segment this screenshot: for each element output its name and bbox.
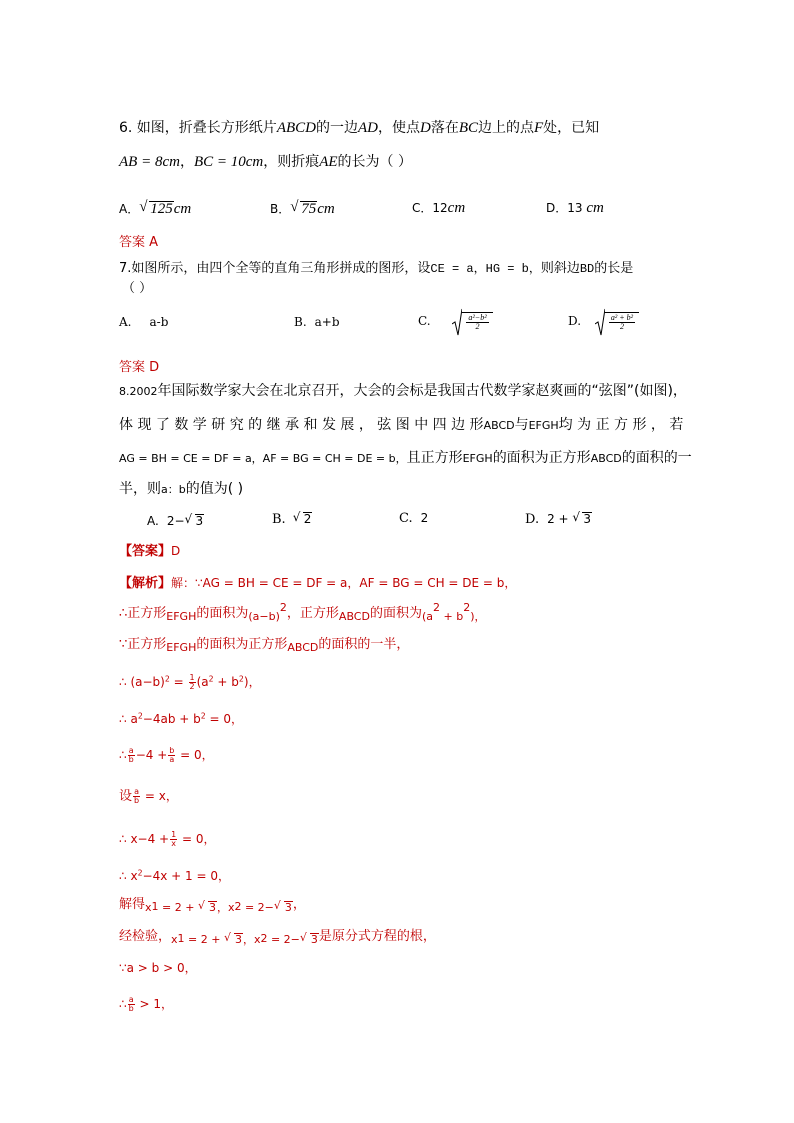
solution-math: ∴ a xyxy=(119,712,138,726)
denominator: b xyxy=(128,755,134,764)
solution-text: 是原分式方程的根， xyxy=(318,929,436,944)
radicand: 3 xyxy=(234,933,242,946)
fraction-b-over-a xyxy=(168,747,175,764)
exponent: 2 xyxy=(433,600,441,614)
q8-year: 2002 xyxy=(129,385,158,398)
exponent: 2 xyxy=(137,711,143,721)
option-value: a+b xyxy=(314,315,340,329)
q6-ab-eq: AB = 8cm xyxy=(119,154,180,170)
option-label: C. xyxy=(418,313,431,328)
solution-math: ∴ (a−b) xyxy=(119,675,165,689)
q8-efgh: EFGH xyxy=(462,452,493,465)
solution-line10 xyxy=(119,898,306,913)
numerator: 1 xyxy=(189,673,195,682)
option-label: A. xyxy=(119,315,132,329)
solution-math: ，x xyxy=(216,901,235,914)
q7-bd: BD xyxy=(579,262,595,276)
q8-efgh: EFGH xyxy=(528,419,559,432)
solution-text: 解得 xyxy=(119,897,146,912)
q8-text: 且正方形 xyxy=(406,450,463,466)
option-label: B. xyxy=(272,512,286,527)
unit: cm xyxy=(317,201,335,217)
denominator: a xyxy=(169,755,175,764)
exponent: 2 xyxy=(238,674,244,684)
solution-math: = 2 + xyxy=(158,901,198,914)
solution-text: 经检验， xyxy=(119,929,172,944)
q6-text: 边上的点 xyxy=(478,120,534,136)
option-value: 2 + xyxy=(547,512,573,526)
solution-math: −4x + 1 = 0， xyxy=(142,869,230,883)
q7-text: 则斜边 xyxy=(540,261,580,276)
radical-sign-icon xyxy=(595,308,605,336)
q7-text: 7.如图所示，由四个全等的直角三角形拼成的图形，设 xyxy=(119,261,431,276)
option-label: A． xyxy=(119,202,140,216)
solution-math: −4 + xyxy=(135,748,168,762)
radical-sign-icon xyxy=(452,308,462,336)
numerator: 1 xyxy=(171,830,177,839)
numerator: a² + b² xyxy=(610,313,634,322)
solution-line13 xyxy=(119,996,173,1013)
numerator: a xyxy=(128,746,134,755)
unit: cm xyxy=(447,200,466,216)
numerator: a xyxy=(128,995,134,1004)
q8-text: 年国际数学家大会在北京召开，大会的会标是我国古代数学家赵爽画的“弦图”(如图)， xyxy=(157,383,687,399)
q8-line4 xyxy=(119,482,243,496)
q6-text: 的一边 xyxy=(315,120,358,136)
solution-text: 设 xyxy=(119,789,133,804)
unit: cm xyxy=(586,200,604,216)
solution-text: ∵正方形 xyxy=(119,637,167,652)
solution-math: ∴ xyxy=(119,748,127,762)
exponent: 2 xyxy=(164,674,170,684)
solution-math: > 1， xyxy=(135,997,174,1011)
solution-math: + b xyxy=(440,610,464,623)
denominator: x xyxy=(171,839,177,848)
solution-math: ∴ x xyxy=(119,869,138,883)
denominator: 2 xyxy=(475,322,480,332)
denominator: 2 xyxy=(189,682,195,691)
exponent: 2 xyxy=(463,600,471,614)
q6-text: ，使点 xyxy=(377,120,420,136)
q8-text: 的面积为正方形 xyxy=(492,450,591,466)
solution-math: ，x xyxy=(242,933,261,946)
solution-math: = 0， xyxy=(176,748,214,762)
q8-option-b xyxy=(272,512,312,526)
q7-line1 xyxy=(119,262,633,275)
q8-abcd: ABCD xyxy=(483,419,515,432)
denominator: b xyxy=(134,796,140,805)
q8-abcd: ABCD xyxy=(590,452,622,465)
q8-ratio: a：b xyxy=(161,483,186,496)
solution-line1 xyxy=(119,577,516,590)
q6-bc-eq: BC = 10cm xyxy=(193,154,264,170)
numerator: b xyxy=(169,746,175,755)
solution-math: −4ab + b xyxy=(142,712,201,726)
option-label: D．13 xyxy=(546,201,587,215)
exponent: 2 xyxy=(137,868,143,878)
subscript: 1 xyxy=(151,900,159,914)
analysis-tag: 【解析】 xyxy=(119,576,172,591)
q8-number: 8. xyxy=(119,385,130,398)
radicand: 75 xyxy=(301,201,317,217)
q6-text: 落在 xyxy=(430,120,459,136)
solution-math: (a xyxy=(421,610,434,623)
fraction-half xyxy=(189,674,196,691)
solution-text: ， xyxy=(292,897,306,912)
q6-line2 xyxy=(119,155,412,170)
q6-ae: AE xyxy=(319,154,338,170)
option-value: 2 xyxy=(420,511,429,525)
q8-text: 的值为( ) xyxy=(185,481,244,497)
solution-line7 xyxy=(119,788,178,805)
solution-math: ∴ xyxy=(119,997,127,1011)
q8-text: 均 为 正 方 形 ， 若 xyxy=(558,417,684,433)
solution-math: = 2 + xyxy=(184,933,224,946)
exponent: 2 xyxy=(208,674,214,684)
subscript: 2 xyxy=(234,900,242,914)
radicand: 125 xyxy=(150,201,173,217)
q7-answer: 答案 D xyxy=(119,360,160,375)
radicand: 3 xyxy=(208,901,216,914)
q6-option-a xyxy=(119,201,191,217)
q6-abcd: ABCD xyxy=(276,120,316,136)
q8-option-d xyxy=(525,512,592,526)
subscript: 1 xyxy=(177,932,185,946)
sqrt-fraction xyxy=(452,310,492,332)
solution-math: (a−b) xyxy=(248,610,280,623)
q8-text: 体 现 了 数 学 研 究 的 继 承 和 发 展 ， 弦 图 中 四 边 形 xyxy=(119,417,484,433)
q6-text: 6. 如图，折叠长方形纸片 xyxy=(119,120,277,136)
q6-option-d xyxy=(546,201,604,216)
q8-line2 xyxy=(119,418,683,432)
q7-ce: CE = a，HG = b， xyxy=(430,262,541,276)
solution-text: 的面积为 xyxy=(196,606,249,621)
option-label: D. xyxy=(568,313,582,328)
q6-text: ，则折痕 xyxy=(263,154,320,170)
solution-math: x xyxy=(145,901,152,914)
option-value: a-b xyxy=(149,315,169,329)
exponent: 2 xyxy=(200,711,206,721)
answer-value: D xyxy=(171,544,181,558)
numerator: a xyxy=(134,787,139,796)
q6-line1 xyxy=(119,121,599,136)
option-label: D. xyxy=(525,512,540,527)
option-value: 2− xyxy=(166,514,185,528)
solution-math: = 0， xyxy=(178,832,216,846)
q7-option-d xyxy=(568,310,639,332)
answer-tag: 【答案】 xyxy=(119,544,172,559)
solution-math: = 0， xyxy=(205,712,244,726)
solution-math: = x， xyxy=(141,789,178,803)
numerator: a²−b² xyxy=(468,313,487,322)
solution-line11 xyxy=(119,930,436,945)
option-label: A. xyxy=(147,514,159,528)
unit: cm xyxy=(173,201,192,217)
solution-text: 的面积为正方形 xyxy=(196,637,288,652)
q6-text: 的长为（ ） xyxy=(337,154,412,170)
q7-paren: （ ） xyxy=(122,281,153,296)
solution-text: 的面积的一半， xyxy=(318,637,410,652)
q6-d: D xyxy=(419,120,431,136)
solution-math: + b xyxy=(213,675,239,689)
solution-math: (a xyxy=(196,675,209,689)
solution-math: = xyxy=(169,675,188,689)
subscript: 2 xyxy=(260,932,268,946)
radicand: 2 xyxy=(303,512,312,526)
q8-line3 xyxy=(119,451,692,465)
q7-option-c xyxy=(418,310,493,332)
solution-line4 xyxy=(119,674,261,691)
q8-option-a xyxy=(147,514,204,527)
solution-efgh: EFGH xyxy=(166,641,197,654)
option-label: B. xyxy=(294,315,307,329)
q8-text: 的面积的一 xyxy=(621,450,692,466)
solution-efgh: EFGH xyxy=(166,610,197,623)
option-label: C．12 xyxy=(412,201,448,215)
solution-math: = 2− xyxy=(241,901,274,914)
solution-line3 xyxy=(119,638,409,653)
radicand: 3 xyxy=(583,512,592,526)
solution-line8 xyxy=(119,831,216,848)
q8-option-c xyxy=(399,512,428,525)
fraction-one-over-x xyxy=(170,831,177,848)
radicand: 3 xyxy=(195,514,204,528)
q6-option-b xyxy=(270,201,335,217)
solution-line12: ∵a > b > 0， xyxy=(119,961,197,975)
q6-text: 处，已知 xyxy=(543,120,600,136)
q6-bc: BC xyxy=(458,120,478,136)
sqrt-fraction xyxy=(595,310,639,332)
q6-answer: 答案 A xyxy=(119,235,159,250)
solution-line2 xyxy=(119,600,486,623)
solution-text: ∴正方形 xyxy=(119,606,167,621)
q6-text: ， xyxy=(179,154,194,170)
fraction-a-over-b xyxy=(128,996,135,1013)
q8-text: 与 xyxy=(514,417,529,433)
solution-answer xyxy=(119,545,180,558)
q6-f: F xyxy=(534,120,544,136)
q7-option-b xyxy=(294,316,340,328)
solution-math: ∴ x−4 + xyxy=(119,832,170,846)
q8-equalities: AG = BH = CE = DF = a，AF = BG = CH = DE = b， xyxy=(119,452,407,465)
solution-text: ，正方形 xyxy=(286,606,339,621)
solution-math: x xyxy=(171,933,178,946)
radicand: 3 xyxy=(284,901,292,914)
denominator: b xyxy=(128,1004,134,1013)
fraction-a-over-b xyxy=(133,788,140,805)
solution-math: )， xyxy=(243,675,261,689)
q6-option-c xyxy=(412,201,465,216)
fraction-a-over-b xyxy=(128,747,135,764)
solution-line5 xyxy=(119,713,243,725)
option-label: B． xyxy=(270,202,291,216)
option-label: C. xyxy=(399,511,413,526)
solution-abcd: ABCD xyxy=(338,610,370,623)
solution-line6 xyxy=(119,747,214,764)
q6-ad: AD xyxy=(357,120,378,136)
solution-text: 的面积为 xyxy=(369,606,422,621)
exponent: 2 xyxy=(279,600,287,614)
radicand: 3 xyxy=(310,933,318,946)
solution-math: = 2− xyxy=(267,933,300,946)
q7-text: 的长是 xyxy=(594,261,634,276)
denominator: 2 xyxy=(619,322,624,332)
solution-math: )， xyxy=(470,610,486,623)
solution-abcd: ABCD xyxy=(287,641,319,654)
q7-option-a xyxy=(119,316,168,328)
q8-line1 xyxy=(119,384,687,398)
solution-text: 解：∵AG = BH = CE = DF = a，AF = BG = CH = DE = b， xyxy=(171,576,517,590)
solution-line9 xyxy=(119,870,230,882)
q8-text: 半，则 xyxy=(119,481,161,497)
